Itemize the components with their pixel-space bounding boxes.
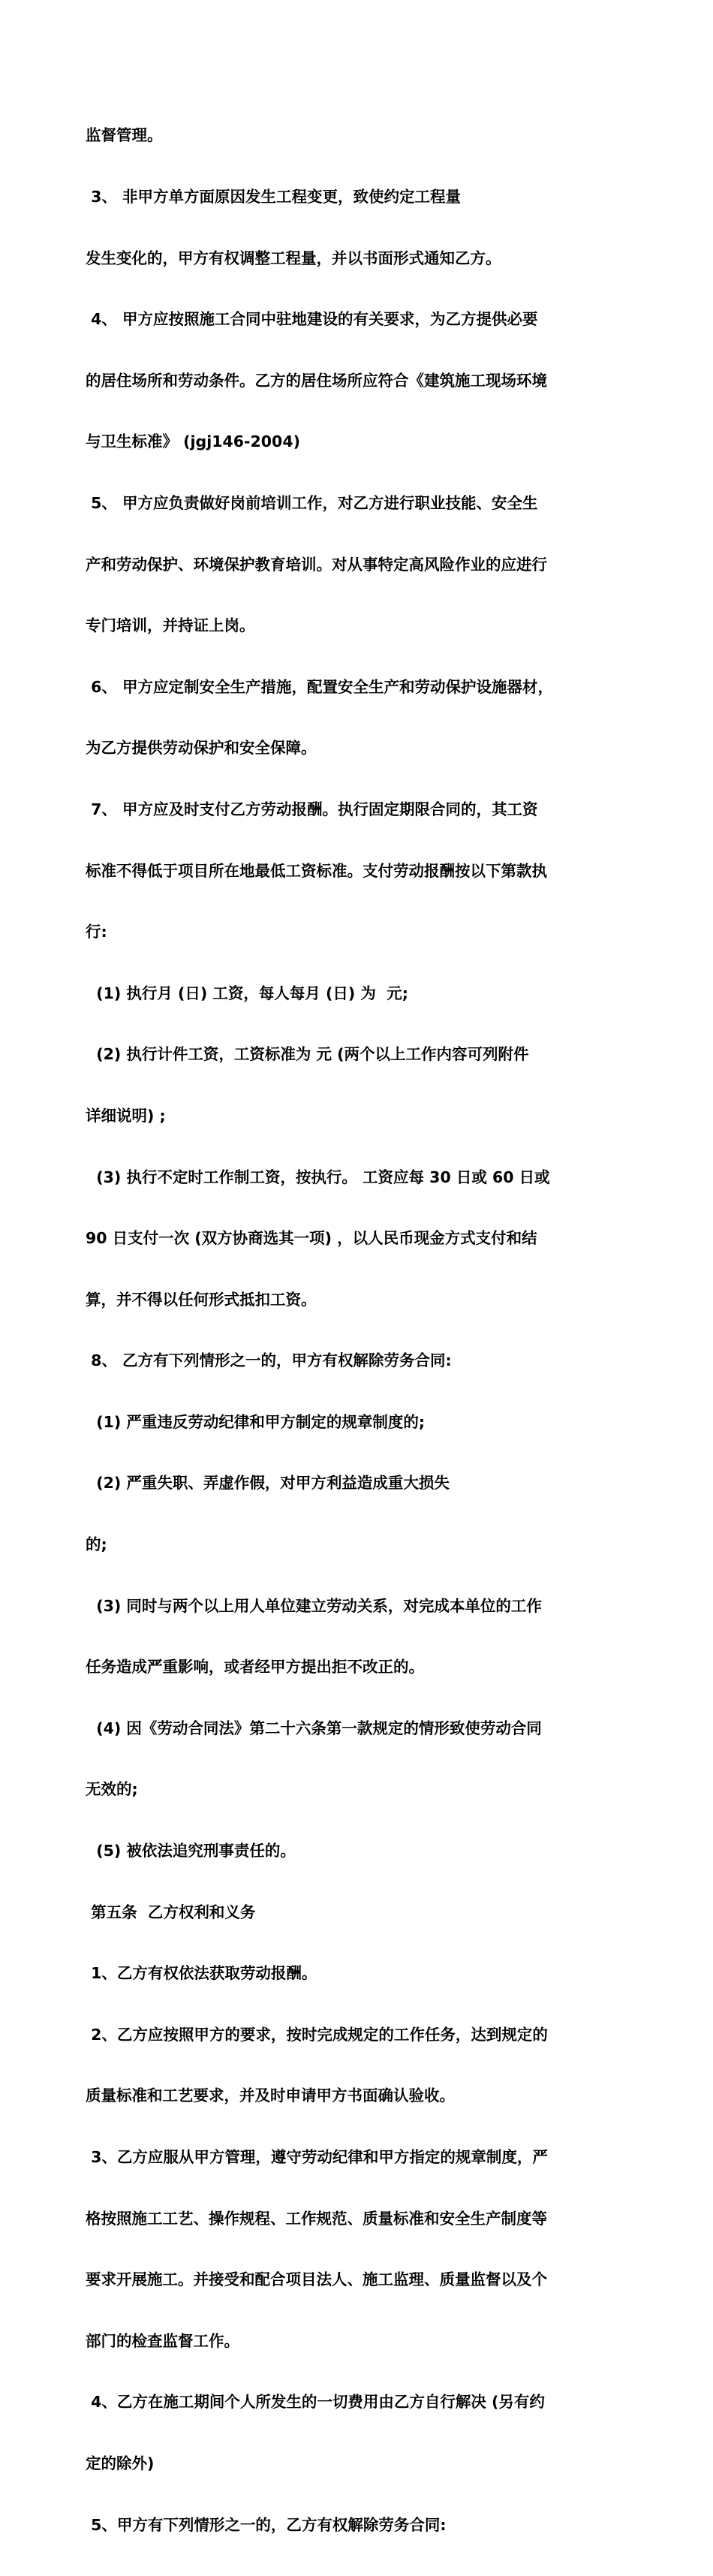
text-line: 产和劳动保护、环境保护教育培训。对从事特定高风险作业的应进行 xyxy=(86,555,547,574)
text-line: 的居住场所和劳动条件。乙方的居住场所应符合《建筑施工现场环境 xyxy=(86,371,547,390)
text-line: 专门培训，并持证上岗。 xyxy=(86,616,255,635)
text-line: 为乙方提供劳动保护和安全保障。 xyxy=(86,739,317,758)
text-line: 质量标准和工艺要求，并及时申请甲方书面确认验收。 xyxy=(86,2086,455,2105)
text-line: 监督管理。 xyxy=(86,126,163,145)
text-line: 标准不得低于项目所在地最低工资标准。支付劳动报酬按以下第款执 xyxy=(86,861,547,880)
text-line: 2、乙方应按照甲方的要求，按时完成规定的工作任务，达到规定的 xyxy=(86,2025,548,2044)
text-line: (1) 严重违反劳动纪律和甲方制定的规章制度的; xyxy=(86,1412,426,1431)
text-line: (3) 同时与两个以上用人单位建立劳动关系，对完成本单位的工作 xyxy=(86,1596,542,1615)
text-line: 8、 乙方有下列情形之一的，甲方有权解除劳务合同: xyxy=(86,1351,452,1370)
text-line: 发生变化的，甲方有权调整工程量，并以书面形式通知乙方。 xyxy=(86,249,501,267)
text-line: 定的除外) xyxy=(86,2454,155,2472)
text-line: (1) 执行月 (日) 工资，每人每月 (日) 为 元; xyxy=(86,984,408,1002)
text-line: (5) 被依法追究刑事责任的。 xyxy=(86,1842,296,1860)
text-line: 算，并不得以任何形式抵扣工资。 xyxy=(86,1290,317,1309)
text-line: 90 日支付一次 (双方协商选其一项) ，以人民币现金方式支付和结 xyxy=(86,1229,537,1248)
text-line: 4、乙方在施工期间个人所发生的一切费用由乙方自行解决 (另有约 xyxy=(86,2393,545,2412)
text-line: 格按照施工工艺、操作规程、工作规范、质量标准和安全生产制度等 xyxy=(86,2209,547,2228)
text-line: 行: xyxy=(86,923,107,942)
text-line: 5、甲方有下列情形之一的，乙方有权解除劳务合同: xyxy=(86,2515,447,2534)
text-line: 无效的; xyxy=(86,1780,138,1799)
text-line: (3) 执行不定时工作制工资，按执行。 工资应每 30 日或 60 日或 xyxy=(86,1167,550,1186)
contract-text-body xyxy=(86,85,633,2576)
text-line: 1、乙方有权依法获取劳动报酬。 xyxy=(86,1964,317,1983)
text-line: 详细说明) ; xyxy=(86,1106,166,1125)
text-line: 部门的检查监督工作。 xyxy=(86,2331,239,2350)
text-line: 与卫生标准》 (jgj146-2004) xyxy=(86,432,300,451)
text-line: 7、 甲方应及时支付乙方劳动报酬。执行固定期限合同的，其工资 xyxy=(86,800,538,818)
text-line: 3、 非甲方单方面原因发生工程变更，致使约定工程量 xyxy=(86,188,462,206)
text-line: 要求开展施工。并接受和配合项目法人、施工监理、质量监督以及个 xyxy=(86,2270,547,2289)
text-line: 5、 甲方应负责做好岗前培训工作，对乙方进行职业技能、安全生 xyxy=(86,493,538,512)
text-line: (2) 严重失职、弄虚作假，对甲方利益造成重大损失 xyxy=(86,1474,450,1493)
section-heading: 第五条 乙方权利和义务 xyxy=(86,1903,256,1921)
text-line: 4、 甲方应按照施工合同中驻地建设的有关要求，为乙方提供必要 xyxy=(86,310,538,329)
text-line: (4) 因《劳动合同法》第二十六条第一款规定的情形致使劳动合同 xyxy=(86,1719,542,1737)
text-line: 的; xyxy=(86,1535,107,1554)
text-line: 3、乙方应服从甲方管理，遵守劳动纪律和甲方指定的规章制度，严 xyxy=(86,2148,548,2166)
text-line: 6、 甲方应定制安全生产措施，配置安全生产和劳动保护设施器材， xyxy=(86,677,554,696)
text-line: (2) 执行计件工资，工资标准为 元 (两个以上工作内容可列附件 xyxy=(86,1045,529,1064)
text-line: 任务造成严重影响，或者经甲方提出拒不改正的。 xyxy=(86,1658,424,1677)
